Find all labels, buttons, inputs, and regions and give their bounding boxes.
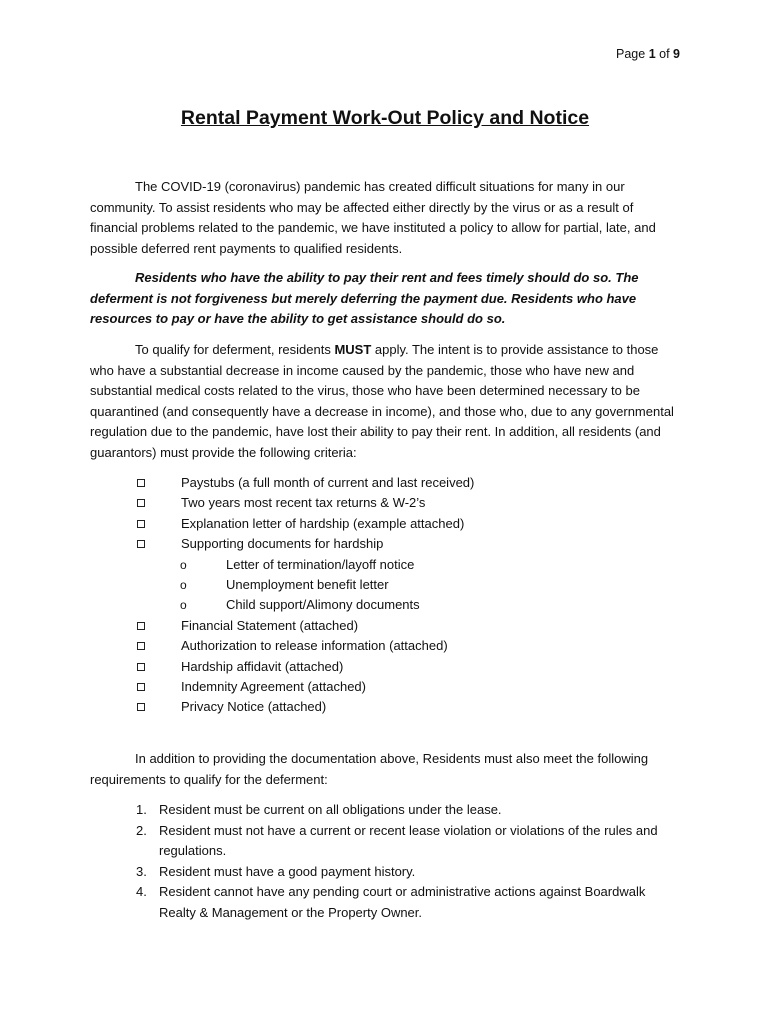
checkbox-icon	[137, 663, 145, 671]
circle-bullet-icon: o	[180, 557, 187, 572]
checklist-item: Privacy Notice (attached)	[0, 697, 770, 717]
checklist-item: Hardship affidavit (attached)	[0, 657, 770, 677]
checkbox-icon	[137, 683, 145, 691]
circle-bullet-icon: o	[180, 598, 187, 613]
checkbox-icon	[137, 520, 145, 528]
document-title: Rental Payment Work-Out Policy and Notice	[180, 107, 590, 129]
checkbox-icon	[137, 479, 145, 487]
checkbox-icon	[137, 703, 145, 711]
checklist-item: Supporting documents for hardship	[0, 534, 770, 554]
sub-list-item: o Child support/Alimony documents	[0, 595, 770, 615]
requirement-item: 1. Resident must be current on all obligations under the lease.	[136, 802, 502, 817]
checklist-item: Two years most recent tax returns & W-2’s	[0, 493, 770, 513]
checklist-item: Explanation letter of hardship (example attached)	[0, 514, 770, 534]
sub-list-item: o Unemployment benefit letter	[0, 575, 770, 595]
checklist-item: Indemnity Agreement (attached)	[0, 677, 770, 697]
checkbox-icon	[137, 642, 145, 650]
requirements-list	[0, 800, 770, 923]
sub-list-item: o Letter of termination/layoff notice	[0, 555, 770, 575]
checklist-item: Authorization to release information (attached)	[0, 636, 770, 656]
additional-requirements-paragraph: In addition to providing the documentation above, Residents must also meet the following requirements to qualify for the deferment:	[90, 751, 649, 787]
requirement-item: 2. Resident must not have a current or recent lease violation or violations of the rules and regulations.	[136, 822, 658, 858]
circle-bullet-icon: o	[180, 577, 187, 592]
criteria-checklist	[0, 473, 770, 718]
checkbox-icon	[137, 540, 145, 548]
checkbox-icon	[137, 499, 145, 507]
requirement-item: 4. Resident cannot have any pending court or administrative actions against Boardwalk Realty & Management or the Property Owner.	[136, 884, 646, 920]
checkbox-icon	[137, 622, 145, 630]
qualify-paragraph: To qualify for deferment, residents MUST apply. The intent is to provide assistance to those who have a substantial decrease in income caused by the pandemic, those who have new and substantial medical costs related to the virus, those who have been determined necessary to be quarantined (and consequently have a decrease in income), and those who, due to any governmental regulation due to the pandemic, have lost their ability to pay their rent. In addition, all residents (and guarantors) must provide the following criteria:	[90, 342, 674, 460]
checklist-item: Financial Statement (attached)	[0, 616, 770, 636]
checklist-item: Paystubs (a full month of current and last received)	[0, 473, 770, 493]
page-number: Page 1 of 9	[616, 47, 680, 61]
intro-paragraph: The COVID-19 (coronavirus) pandemic has created difficult situations for many in our community. To assist residents who may be affected either directly by the virus or as a result of financial problems related to the pandemic, we have instituted a policy to allow for partial, late, and possible deferred rent payments to qualified residents.	[90, 179, 656, 256]
requirement-item: 3. Resident must have a good payment history.	[136, 863, 416, 879]
emphasis-paragraph: Residents who have the ability to pay their rent and fees timely should do so. The deferment is not forgiveness but merely deferring the payment due. Residents who have resources to pay or have the ability to get assistance should do so.	[90, 270, 639, 326]
